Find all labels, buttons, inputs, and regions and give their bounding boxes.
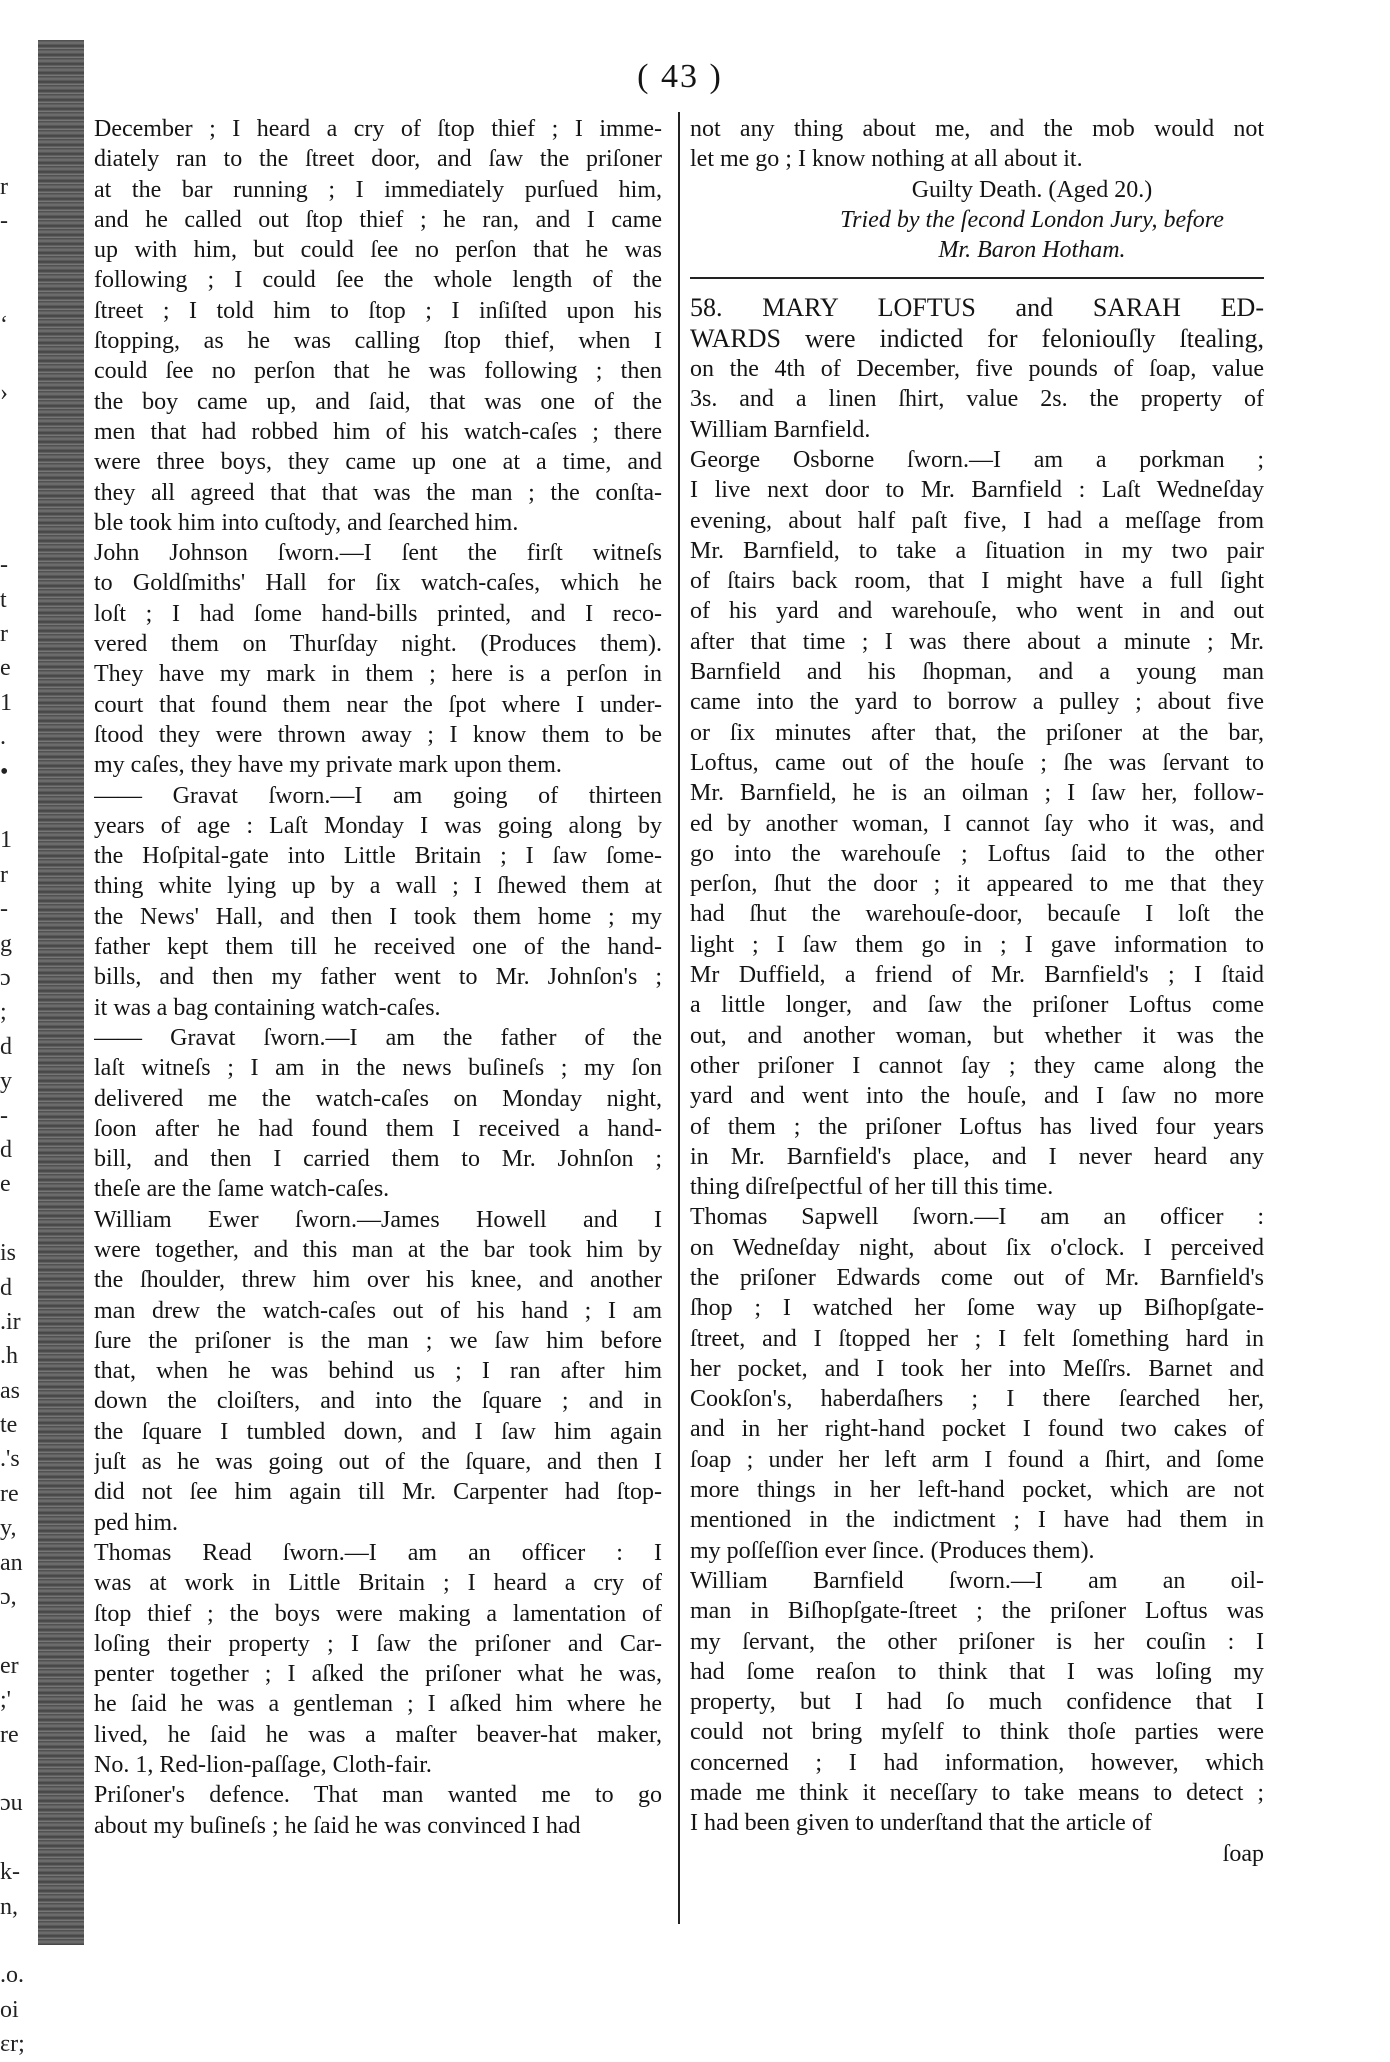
margin-fragment bbox=[0, 1821, 50, 1855]
margin-fragment: er bbox=[0, 1652, 19, 1679]
text-line: of ſtairs back room, that I might have a full ſight bbox=[690, 568, 1264, 595]
text-line: ſtop thief ; the boys were making a lamentation of bbox=[94, 1600, 662, 1627]
text-line: made me think it neceſſary to take means to detect ; bbox=[690, 1780, 1264, 1807]
text-line: I live next door to Mr. Barnfield : Laſt Wedneſday bbox=[690, 477, 1264, 504]
text-line: about my buſineſs ; he ſaid he was convinced I had bbox=[94, 1812, 581, 1839]
margin-fragment: . bbox=[0, 724, 6, 751]
text-line: bills, and then my father went to Mr. Johnſon's ; bbox=[94, 964, 662, 991]
text-line: Thomas Sapwell ſworn.—I am an officer : bbox=[690, 1204, 1264, 1231]
text-line: light ; I ſaw them go in ; I gave information to bbox=[690, 931, 1264, 958]
text-line: father kept them till he received one of the hand- bbox=[94, 934, 662, 961]
text-line: diately ran to the ſtreet door, and ſaw the priſoner bbox=[94, 146, 662, 173]
text-line: they all agreed that that was the man ; the conſta- bbox=[94, 479, 662, 506]
text-line: of them ; the priſoner Loftus has lived four years bbox=[690, 1113, 1264, 1140]
text-line: could not bring myſelf to think thoſe parties were bbox=[690, 1719, 1264, 1746]
text-line: concerned ; I had information, however, which bbox=[690, 1749, 1264, 1776]
right-column-top bbox=[690, 114, 1264, 175]
text-line: —— Gravat ſworn.—I am the father of the bbox=[94, 1024, 662, 1051]
text-line: ſure the priſoner is the man ; we ſaw him before bbox=[94, 1327, 662, 1354]
margin-fragment: ɔ bbox=[0, 964, 11, 991]
text-line: not any thing about me, and the mob would not bbox=[690, 116, 1264, 142]
margin-fragment bbox=[0, 239, 50, 273]
margin-fragment: d bbox=[0, 1033, 12, 1060]
text-line: and in her right-hand pocket I found two cakes of bbox=[690, 1416, 1264, 1443]
text-line: vered them on Thurſday night. (Produces them). bbox=[94, 631, 662, 658]
text-line: William Barnfield. bbox=[690, 416, 871, 443]
text-line: ſtood they were thrown away ; I know them to be bbox=[94, 721, 662, 748]
text-line: Thomas Read ſworn.—I am an officer : I bbox=[94, 1539, 662, 1566]
text-line: down the cloiſters, and into the ſquare ; and in bbox=[94, 1388, 662, 1415]
text-line: the ſhoulder, threw him over his knee, and another bbox=[94, 1267, 662, 1294]
text-line: thing diſreſpectful of her till this time. bbox=[690, 1174, 1054, 1201]
text-line: bill, and then I carried them to Mr. Johnſon ; bbox=[94, 1146, 662, 1173]
text-line: man drew the watch-caſes out of his hand ; I am bbox=[94, 1297, 662, 1324]
text-line: 3s. and a linen ſhirt, value 2s. the property of bbox=[690, 386, 1264, 413]
margin-fragment: y bbox=[0, 1068, 12, 1095]
text-line: ble took him into cuſtody, and ſearched him. bbox=[94, 509, 519, 536]
text-line: loſt ; I had ſome hand-bills printed, and I reco- bbox=[94, 600, 662, 627]
text-line: Mr Duffield, a friend of Mr. Barnfield's ; I ſtaid bbox=[690, 962, 1264, 989]
text-line: that, when he was behind us ; I ran after him bbox=[94, 1358, 662, 1385]
margin-fragment: - bbox=[0, 208, 8, 235]
margin-fragment: ; bbox=[0, 999, 7, 1026]
margin-fragment: t bbox=[0, 586, 7, 613]
margin-fragment: • bbox=[0, 758, 9, 785]
text-line: men that had robbed him of his watch-caſes ; there bbox=[94, 418, 662, 445]
text-line: delivered me the watch-caſes on Monday night, bbox=[94, 1085, 662, 1112]
text-line: were three boys, they came up one at a time, and bbox=[94, 449, 662, 476]
text-line: ſoon after he had found them I received a hand- bbox=[94, 1115, 662, 1142]
text-line: ſtopping, as he was calling ſtop thief, when I bbox=[94, 328, 662, 355]
text-line: Mr. Barnfield, he is an oilman ; I ſaw her, follow- bbox=[690, 780, 1264, 807]
margin-fragment: an bbox=[0, 1549, 23, 1576]
text-line: on Wedneſday night, about ſix o'clock. I perceived bbox=[690, 1234, 1264, 1261]
margin-fragment: 1 bbox=[0, 827, 12, 854]
text-line: my caſes, they have my private mark upon them. bbox=[94, 752, 562, 779]
margin-fragment: k- bbox=[0, 1859, 20, 1886]
margin-fragment: g bbox=[0, 930, 12, 957]
tried-line-2: Mr. Baron Hotham. bbox=[938, 237, 1126, 264]
text-line: had ſome reaſon to think that I was loſing my bbox=[690, 1658, 1264, 1685]
margin-fragment: ;' bbox=[0, 1687, 11, 1714]
text-line: yard and went into the houſe, and I ſaw no more bbox=[690, 1083, 1264, 1110]
text-line: or ſix minutes after that, the priſoner at the bar, bbox=[690, 719, 1264, 746]
margin-fragment: .o. bbox=[0, 1962, 24, 1989]
text-line: evening, about half paſt five, I had a meſſage from bbox=[690, 507, 1264, 534]
text-line: came into the yard to borrow a pulley ; about five bbox=[690, 689, 1264, 716]
text-line: No. 1, Red-lion-paſſage, Cloth-fair. bbox=[94, 1752, 432, 1779]
text-line: ſtreet, and I ſtopped her ; I felt ſomething hard in bbox=[690, 1325, 1264, 1352]
section-rule bbox=[690, 277, 1264, 279]
text-line: Loftus, came out of the houſe ; ſhe was ſervant to bbox=[690, 749, 1264, 776]
tried-line-1: Tried by the ſecond London Jury, before bbox=[840, 206, 1224, 233]
margin-fragment: y, bbox=[0, 1515, 17, 1542]
text-line: John Johnson ſworn.—I ſent the firſt witneſs bbox=[94, 540, 662, 567]
text-line: —— Gravat ſworn.—I am going of thirteen bbox=[94, 782, 662, 809]
margin-fragment bbox=[0, 273, 50, 307]
text-line: thing white lying up by a wall ; I ſhewed them at bbox=[94, 873, 662, 900]
text-line: of his yard and warehouſe, who went in and out bbox=[690, 598, 1264, 625]
text-line: ſoap ; under her left arm I found a ſhirt, and ſome bbox=[690, 1446, 1264, 1473]
margin-fragment: - bbox=[0, 896, 8, 923]
margin-fragment: d bbox=[0, 1136, 12, 1163]
text-line: on the 4th of December, five pounds of ſoap, value bbox=[690, 356, 1264, 383]
margin-fragment: re bbox=[0, 1721, 19, 1748]
margin-fragment: r bbox=[0, 861, 8, 888]
margin-fragment: as bbox=[0, 1377, 20, 1404]
margin-fragment bbox=[0, 1752, 50, 1786]
text-line: perſon, ſhut the door ; it appeared to me that they bbox=[690, 871, 1264, 898]
catchword: ſoap bbox=[1222, 1840, 1264, 1867]
text-line: William Ewer ſworn.—James Howell and I bbox=[94, 1206, 662, 1233]
text-line: the boy came up, and ſaid, that was one of the bbox=[94, 388, 662, 415]
text-line: the priſoner Edwards come out of Mr. Barnfield's bbox=[690, 1264, 1264, 1291]
text-line: had ſhut the warehouſe-door, becauſe I loſt the bbox=[690, 901, 1264, 928]
text-line: Cookſon's, haberdaſhers ; I there ſearched her, bbox=[690, 1386, 1264, 1413]
text-line: a little longer, and ſaw the priſoner Loftus come bbox=[690, 992, 1264, 1019]
margin-fragment: ɔu bbox=[0, 1790, 23, 1817]
text-line: he ſaid he was a gentleman ; I aſked him where he bbox=[94, 1691, 662, 1718]
text-line: Priſoner's defence. That man wanted me to go bbox=[94, 1782, 662, 1809]
margin-fragment bbox=[0, 1924, 50, 1958]
text-line: in Mr. Barnfield's place, and I never heard any bbox=[690, 1143, 1264, 1170]
text-line: more things in her left-hand pocket, which are not bbox=[690, 1477, 1264, 1504]
verdict: Guilty Death. (Aged 20.) bbox=[911, 176, 1153, 203]
margin-fragment bbox=[0, 789, 50, 823]
text-line: loſing their property ; I ſaw the priſoner and Car- bbox=[94, 1630, 662, 1657]
text-line: to Goldſmiths' Hall for ſix watch-caſes, which he bbox=[94, 570, 662, 597]
text-line: Barnfield and his ſhopman, and a young man bbox=[690, 659, 1264, 686]
text-line: at the bar running ; I immediately purſued him, bbox=[94, 176, 662, 203]
text-line: following ; I could ſee the whole length of the bbox=[94, 267, 662, 294]
text-line: man in Biſhopſgate-ſtreet ; the priſoner Loftus was bbox=[690, 1598, 1264, 1625]
text-line: ped him. bbox=[94, 1509, 178, 1536]
margin-fragments bbox=[0, 170, 50, 2058]
text-line: and he called out ſtop thief ; he ran, and I came bbox=[94, 206, 662, 233]
text-line: ſhop ; I watched her ſome way up Biſhopſgate- bbox=[690, 1295, 1264, 1322]
margin-fragment: 1 bbox=[0, 689, 12, 716]
text-line: my poſſeſſion ever ſince. (Produces them). bbox=[690, 1537, 1095, 1564]
text-line: up with him, but could ſee no perſon that he was bbox=[94, 237, 662, 264]
text-line: I had been given to underſtand that the article of bbox=[690, 1810, 1152, 1837]
text-line: ed by another woman, I cannot ſay who it was, and bbox=[690, 810, 1264, 837]
text-line: lived, he ſaid he was a maſter beaver-hat maker, bbox=[94, 1721, 662, 1748]
margin-fragment: .'s bbox=[0, 1446, 20, 1473]
text-line: theſe are the ſame watch-caſes. bbox=[94, 1176, 390, 1203]
margin-fragment bbox=[0, 1202, 50, 1236]
text-line: the News' Hall, and then I took them home ; my bbox=[94, 903, 662, 930]
margin-fragment bbox=[0, 411, 50, 445]
margin-fragment: › bbox=[0, 380, 8, 407]
margin-fragment: ‘ bbox=[0, 311, 8, 338]
margin-fragment: oi bbox=[0, 1996, 19, 2023]
column-divider bbox=[678, 112, 680, 1924]
text-line: They have my mark in them ; here is a perſon in bbox=[94, 661, 662, 688]
margin-fragment: re bbox=[0, 1480, 19, 1507]
text-line: could ſee no perſon that he was following ; then bbox=[94, 358, 662, 385]
margin-fragment: ɔ, bbox=[0, 1584, 17, 1611]
margin-fragment bbox=[0, 514, 50, 548]
text-line: out, and another woman, but whether it was the bbox=[690, 1022, 1264, 1049]
text-line: my ſervant, the other priſoner is her couſin : I bbox=[690, 1628, 1264, 1655]
margin-fragment: r bbox=[0, 174, 8, 200]
text-line: was at work in Little Britain ; I heard a cry of bbox=[94, 1570, 662, 1597]
text-line: her pocket, and I took her into Meſſrs. Barnet and bbox=[690, 1355, 1264, 1382]
margin-fragment: e bbox=[0, 1171, 11, 1198]
text-line: let me go ; I know nothing at all about it. bbox=[690, 146, 1083, 173]
margin-fragment: e bbox=[0, 655, 11, 682]
text-line: William Barnfield ſworn.—I am an oil- bbox=[690, 1567, 1264, 1594]
text-line: WARDS were indicted for feloniouſly ſtealing, bbox=[690, 323, 1264, 353]
margin-fragment: is bbox=[0, 1240, 17, 1267]
margin-fragment: te bbox=[0, 1412, 18, 1439]
text-line: were together, and this man at the bar took him by bbox=[94, 1236, 662, 1263]
text-line: did not ſee him again till Mr. Carpenter had ſtop- bbox=[94, 1479, 662, 1506]
text-line: George Osborne ſworn.—I am a porkman ; bbox=[690, 446, 1264, 473]
text-line: after that time ; I was there about a minute ; Mr. bbox=[690, 628, 1264, 655]
margin-fragment bbox=[0, 480, 50, 514]
text-line: court that found them near the ſpot where I under- bbox=[94, 691, 662, 718]
case-58 bbox=[690, 293, 1264, 1838]
margin-fragment: ɛr; bbox=[0, 2031, 25, 2058]
margin-fragment bbox=[0, 1614, 50, 1648]
text-line: other priſoner I cannot ſay ; they came along the bbox=[690, 1052, 1264, 1079]
text-line: the Hoſpital-gate into Little Britain ; I ſaw ſome- bbox=[94, 843, 662, 870]
margin-fragment: r bbox=[0, 621, 8, 648]
text-line: juſt as he was going out of the ſquare, and then I bbox=[94, 1449, 662, 1476]
text-line: the ſquare I tumbled down, and I ſaw him again bbox=[94, 1418, 662, 1445]
left-column bbox=[94, 114, 662, 1841]
text-line: go into the warehouſe ; Loftus ſaid to the other bbox=[690, 840, 1264, 867]
text-line: ſtreet ; I told him to ſtop ; I inſiſted upon his bbox=[94, 297, 662, 324]
margin-fragment: - bbox=[0, 552, 8, 579]
text-line: December ; I heard a cry of ſtop thief ; I imme- bbox=[94, 116, 662, 142]
margin-fragment bbox=[0, 445, 50, 479]
margin-fragment: n, bbox=[0, 1893, 18, 1920]
text-line: penter together ; I aſked the priſoner what he was, bbox=[94, 1661, 662, 1688]
text-line: 58. MARY LOFTUS and SARAH ED- bbox=[690, 293, 1264, 323]
margin-fragment bbox=[0, 342, 50, 376]
right-column bbox=[690, 114, 1264, 1869]
text-line: Mr. Barnfield, to take a ſituation in my two pair bbox=[690, 537, 1264, 564]
margin-fragment: .ir bbox=[0, 1308, 21, 1335]
page-number: ( 43 ) bbox=[637, 58, 723, 95]
text-line: property, but I had ſo much confidence that I bbox=[690, 1689, 1264, 1716]
margin-fragment: .h bbox=[0, 1343, 18, 1370]
text-line: it was a bag containing watch-caſes. bbox=[94, 994, 441, 1021]
text-line: years of age : Laſt Monday I was going along by bbox=[94, 812, 662, 839]
margin-fragment: - bbox=[0, 1102, 8, 1129]
text-line: mentioned in the indictment ; I have had them in bbox=[690, 1507, 1264, 1534]
margin-fragment: d bbox=[0, 1274, 12, 1301]
text-line: laſt witneſs ; I am in the news buſineſs ; my ſon bbox=[94, 1055, 662, 1082]
